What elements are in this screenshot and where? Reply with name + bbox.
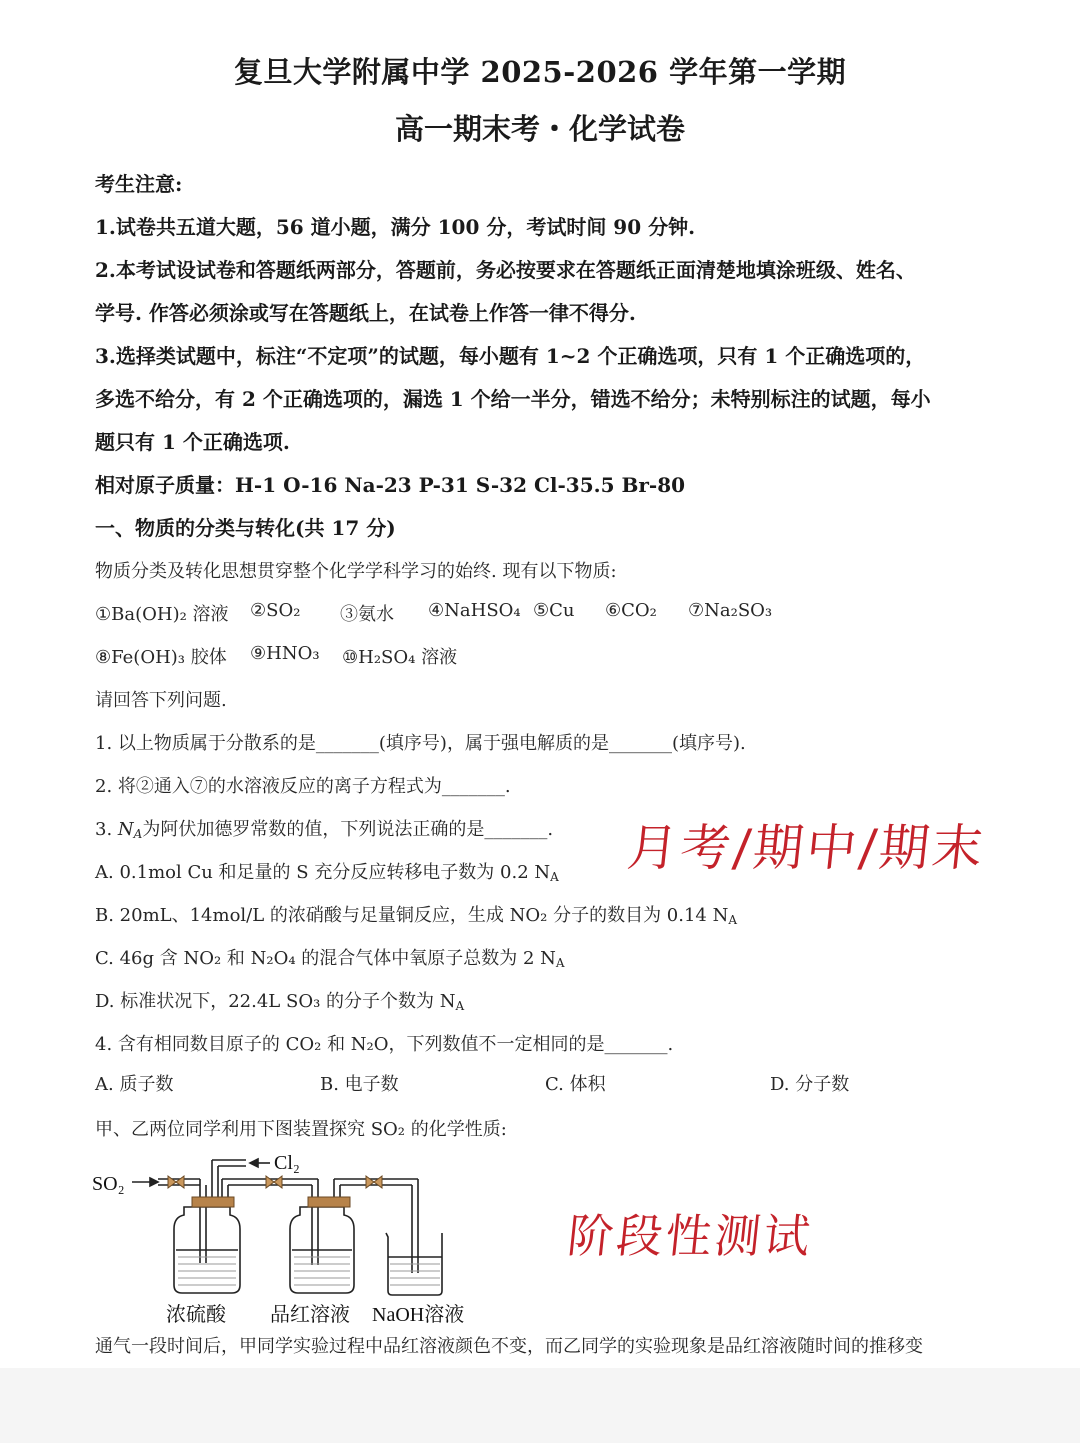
substance-3: ③氨水 <box>340 604 394 625</box>
page-bottom-margin <box>0 1368 1080 1443</box>
question-3-option-c: C. 46g 含 NO₂ 和 N₂O₄ 的混合气体中氧原子总数为 2 $N_A$ <box>95 948 565 970</box>
avogadro-symbol: $N_A$ <box>117 819 143 841</box>
question-4-option-b: B. 电子数 <box>320 1074 399 1095</box>
question-3-option-a: A. 0.1mol Cu 和足量的 S 充分反应转移电子数为 0.2 $N_A$ <box>95 862 559 884</box>
handwritten-note-stage-test: 阶段性测试 <box>564 1209 816 1263</box>
bottle-2-label: 品红溶液 <box>270 1304 350 1326</box>
exam-title: 复旦大学附属中学 2025-2026 学年第一学期 <box>233 55 847 89</box>
notice-item-2-line2: 学号. 作答必须涂或写在答题纸上，在试卷上作答一律不得分. <box>95 301 636 325</box>
section-1-intro: 物质分类及转化思想贯穿整个化学学科学习的始终. 现有以下物质: <box>95 561 617 582</box>
substance-9: ⑨HNO₃ <box>250 643 320 664</box>
cl2-label: Cl₂ <box>274 1152 300 1174</box>
questions-prompt: 请回答下列问题. <box>95 690 227 711</box>
substance-1: ①Ba(OH)₂ 溶液 <box>95 604 229 625</box>
substance-7: ⑦Na₂SO₃ <box>688 600 773 621</box>
section-1-heading: 一、物质的分类与转化(共 17 分) <box>95 516 396 540</box>
atomic-mass-line: 相对原子质量：H-1 O-16 Na-23 P-31 S-32 Cl-35.5 Br-80 <box>95 473 686 497</box>
question-3-option-b: B. 20mL、14mol/L 的浓硝酸与足量铜反应，生成 NO₂ 分子的数目为 0.14 $N_A$ <box>95 905 738 927</box>
experiment-intro: 甲、乙两位同学利用下图装置探究 SO₂ 的化学性质: <box>95 1119 507 1140</box>
question-4-option-d: D. 分子数 <box>770 1074 850 1095</box>
notice-heading: 考生注意: <box>95 172 183 196</box>
notice-item-3-line3: 题只有 1 个正确选项. <box>95 430 290 454</box>
question-2: 2. 将②通入⑦的水溶液反应的离子方程式为_______. <box>95 776 511 797</box>
substance-10: ⑩H₂SO₄ 溶液 <box>342 647 458 668</box>
notice-item-3-line1: 3.选择类试题中，标注“不定项”的试题，每小题有 1~2 个正确选项，只有 1 个正确选项的， <box>95 344 926 368</box>
notice-item-2-line1: 2.本考试设试卷和答题纸两部分，答题前，务必按要求在答题纸正面清楚地填涂班级、姓名、 <box>95 258 916 282</box>
substance-4: ④NaHSO₄ <box>428 600 521 621</box>
handwritten-note-exams: 月考/期中/期末 <box>624 819 989 877</box>
substance-8: ⑧Fe(OH)₃ 胶体 <box>95 647 227 668</box>
so2-label: SO₂ <box>92 1173 125 1195</box>
question-1: 1. 以上物质属于分散系的是_______(填序号)，属于强电解质的是_______(填序号). <box>95 733 746 754</box>
bottle-1-label: 浓硫酸 <box>166 1304 226 1326</box>
question-4-option-a: A. 质子数 <box>95 1074 174 1095</box>
exam-subtitle: 高一期末考・化学试卷 <box>394 112 685 146</box>
question-4: 4. 含有相同数目原子的 CO₂ 和 N₂O，下列数值不一定相同的是_______. <box>95 1034 674 1055</box>
question-3-option-d: D. 标准状况下，22.4L SO₃ 的分子个数为 $N_A$ <box>95 991 465 1013</box>
notice-item-3-line2: 多选不给分，有 2 个正确选项的，漏选 1 个给一半分，错选不给分；未特别标注的试题，每小 <box>95 387 931 411</box>
question-3: 3. $N_A$为阿伏加德罗常数的值，下列说法正确的是_______. <box>95 819 554 841</box>
question-4-option-c: C. 体积 <box>545 1074 606 1095</box>
notice-item-1: 1.试卷共五道大题，56 道小题，满分 100 分，考试时间 90 分钟. <box>95 215 696 239</box>
beaker-label: NaOH溶液 <box>372 1304 465 1326</box>
substance-5: ⑤Cu <box>533 600 575 621</box>
experiment-result-line: 通气一段时间后，甲同学实验过程中品红溶液颜色不变，而乙同学的实验现象是品红溶液随时间的推移变 <box>95 1336 923 1357</box>
experiment-apparatus-diagram <box>88 1145 508 1330</box>
substance-6: ⑥CO₂ <box>605 600 657 621</box>
substance-2: ②SO₂ <box>250 600 301 621</box>
